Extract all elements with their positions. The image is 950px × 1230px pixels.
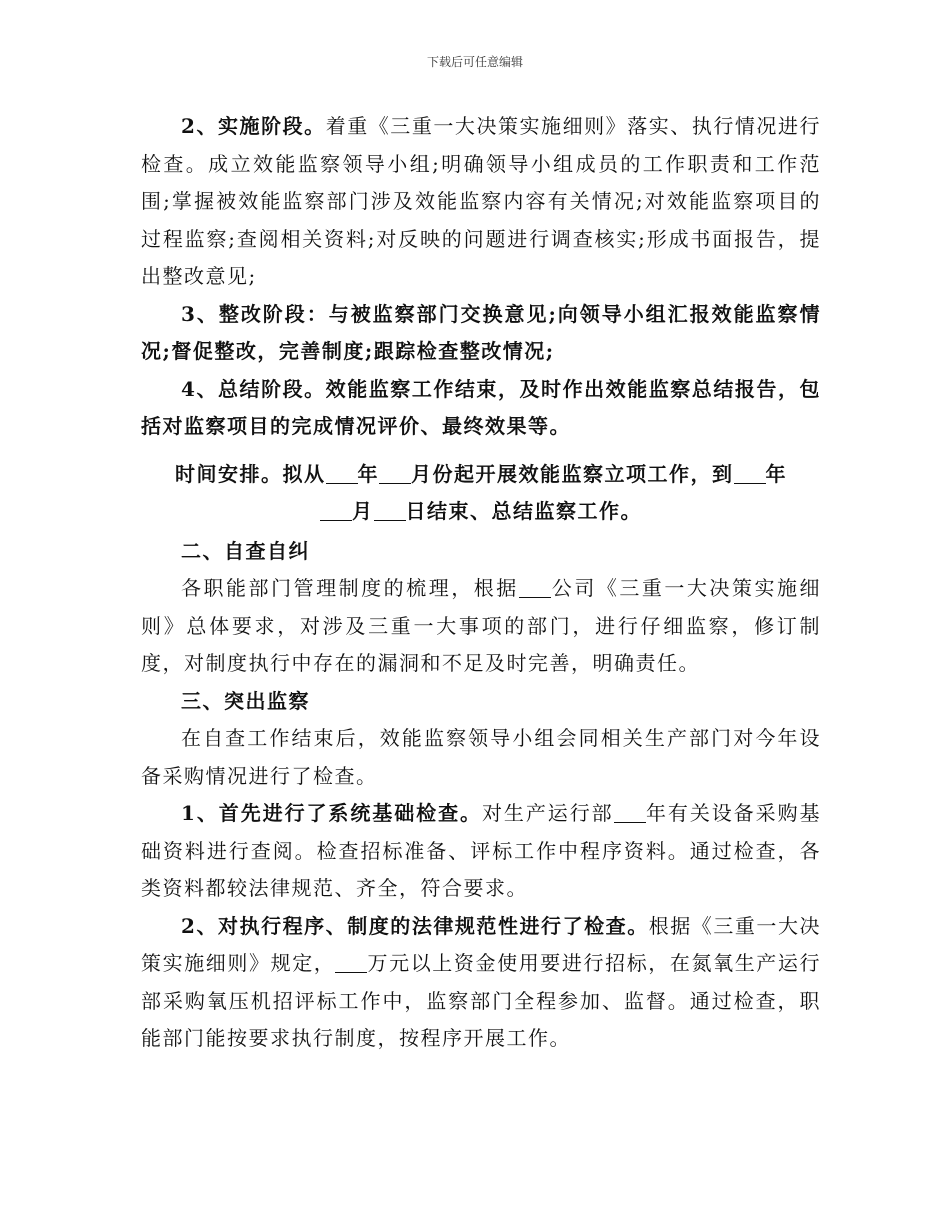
document-body xyxy=(141,108,821,1058)
section-heading-self-check: 二、自查自纠 xyxy=(181,538,310,563)
blank-field xyxy=(326,463,358,484)
page-header: 下载后可任意编辑 xyxy=(426,55,523,69)
paragraph-text: 根据《三重一大决策实施细则》规定， xyxy=(141,913,821,975)
time-text: 月份起开展效能监察立项工作，到 xyxy=(411,461,734,486)
paragraph-self-check xyxy=(141,570,821,683)
paragraph-rectification: 3、整改阶段：与被监察部门交换意见;向领导小组汇报效能监察情况;督促整改，完善制度;跟踪检查整改情况; xyxy=(141,301,821,363)
blank-field xyxy=(379,463,411,484)
paragraph-text: 万元以上资金使用要进行招标，在氮氧生产运行部采购氧压机招评标工作中，监察部门全程参加、监督。通过检查，职能部门能按要求执行制度，按程序开展工作。 xyxy=(141,951,822,1050)
paragraph-highlight: 在自查工作结束后，效能监察领导小组会同相关生产部门对今年设备采购情况进行了检查。 xyxy=(141,726,821,788)
time-text: 日结束、总结监察工作。 xyxy=(405,499,642,523)
paragraph-text: 各职能部门管理制度的梳理，根据 xyxy=(181,576,519,600)
paragraph-basic-check xyxy=(141,795,821,908)
paragraph-text: 着重《三重一大决策实施细则》落实、执行情况进行检查。成立效能监察领导小组;明确领导小组成员的工作职责和工作范围;掌握被效能监察部门涉及效能监察内容有关情况;对效能监察项目的过程监察;查阅相关资料;对反映的问题进行调查核实;形成书面报告，提出整改意见; xyxy=(141,114,822,288)
blank-field xyxy=(335,952,367,973)
blank-field xyxy=(734,463,766,484)
paragraph-heading: 2、实施阶段。 xyxy=(181,114,326,138)
blank-field xyxy=(374,500,406,521)
time-arrangement xyxy=(141,456,821,531)
blank-field xyxy=(614,802,646,823)
paragraph-heading: 1、首先进行了系统基础检查。 xyxy=(181,801,482,825)
paragraph-summary: 4、总结阶段。效能监察工作结束，及时作出效能监察总结报告，包括对监察项目的完成情况评价、最终效果等。 xyxy=(141,376,821,438)
blank-field xyxy=(320,500,352,521)
time-text: 时间安排。拟从 xyxy=(175,461,326,486)
section-heading-highlight: 三、突出监察 xyxy=(181,688,310,713)
paragraph-implementation xyxy=(141,108,821,296)
blank-field xyxy=(519,577,551,598)
paragraph-procedure-check xyxy=(141,908,821,1058)
time-text: 年 xyxy=(765,461,787,486)
time-text: 月 xyxy=(352,499,374,523)
paragraph-text: 年有关设备采购基础资料进行查阅。检查招标准备、评标工作中程序资料。通过检查，各类资料都较法律规范、齐全，符合要求。 xyxy=(141,801,822,900)
paragraph-text: 对生产运行部 xyxy=(481,801,614,825)
paragraph-heading: 2、对执行程序、制度的法律规范性进行了检查。 xyxy=(181,913,649,938)
time-text: 年 xyxy=(357,461,379,486)
paragraph-text: 公司《三重一大决策实施细则》总体要求，对涉及三重一大事项的部门，进行仔细监察，修订制度，对制度执行中存在的漏洞和不足及时完善，明确责任。 xyxy=(141,576,822,675)
